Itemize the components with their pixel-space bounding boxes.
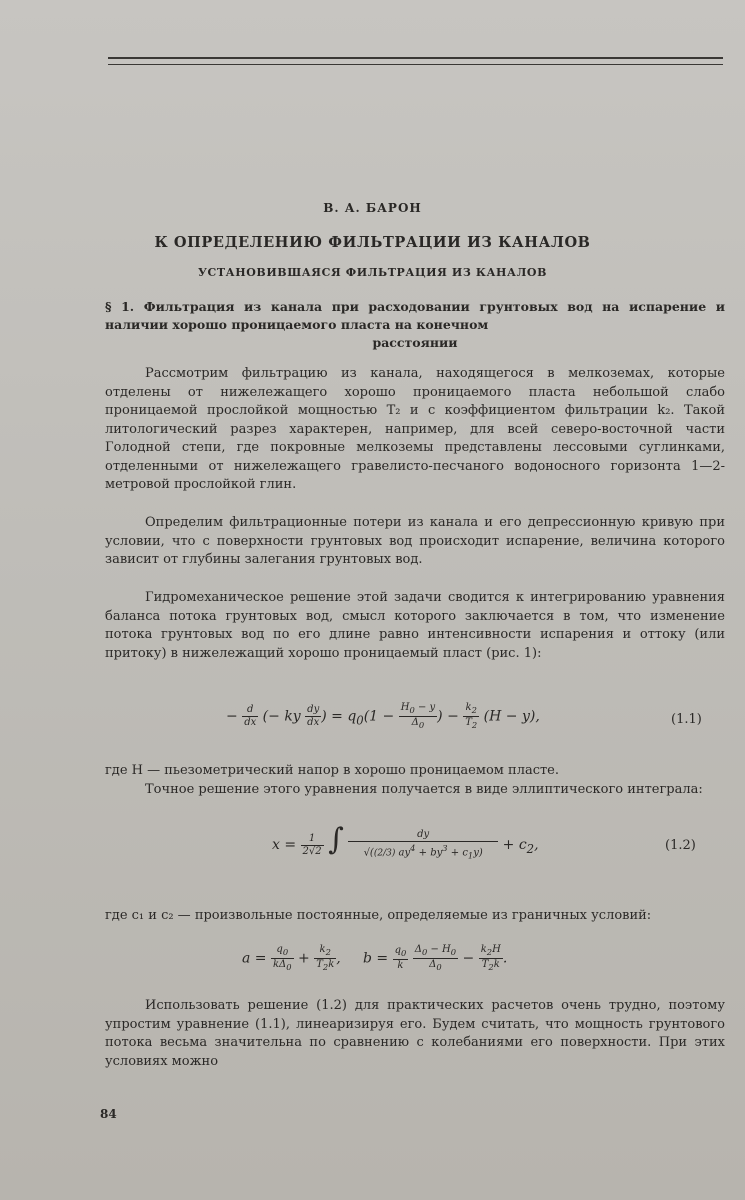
equation-coefficients: a = $\frac{q_0}{k\Delta_0}$ + $\frac{k_2}{T_2k}$ , b = $\frac{q_0}{k}$ $\frac{\Delta_0 - H_0}{\Delta_0}$ − $\frac{k_2H}{T_2k}$ . [242,944,508,972]
section-heading-text: § 1. Фильтрация из канала при расходовании грунтовых вод на испарение и наличии хорошо проницаемого пласта на конечном [105,299,725,332]
equation-1-1-number: (1.1) [671,712,702,727]
article-subtitle: УСТАНОВИВШАЯСЯ ФИЛЬТРАЦИЯ ИЗ КАНАЛОВ [198,266,547,279]
equation-1-2: x = $\frac{1}{2√2}$ ∫ $\frac{dy}{√((2/3) ay^4 + by^3 + c_1y)}$ + $c_2$, [272,822,539,861]
equation-1-1: − $\frac{d}{dx}$ (− ky $\frac{dy}{dx}$ ) = $q_0(1$ − $\frac{H_0 - y}{\Delta_0}$ ) − $\frac{k_2}{T_2}$ (H − y), [226,702,540,730]
paragraph-6: где c₁ и c₂ — произвольные постоянные, определяемые из граничных условий: [105,908,652,923]
paragraph-1: Рассмотрим фильтрацию из канала, находящегося в мелкоземах, которые отделены от нижележащего хорошо проницаемого пласта небольшой слабо проницаемой прослойкой мощностью T₂ и с коэффициентом фильтрации k₂. Такой литологический разрез характерен, например, для всей северо-восточной части Голодной степи, где покровные мелкоземы представлены лессовыми суглинками, отделенными от нижележащего гравелисто-песчаного водоносного горизонта 1—2-метровой прослойкой глин. [105,366,725,492]
paragraph-5: Точное решение этого уравнения получается в виде эллиптического интеграла: [145,782,703,797]
paragraph-2: Определим фильтрационные потери из канала и его депрессионную кривую при условии, что с поверхности грунтовых вод происходит испарение, величина которого зависит от глубины залегания грунтовых вод. [105,515,725,567]
paragraph-3: Гидромеханическое решение этой задачи сводится к интегрированию уравнения баланса потока грунтовых вод, смысл которого заключается в том, что изменение потока грунтовых вод по его длине равно интенсивности испарения и оттоку (или притоку) в нижележащий хорошо проницаемый пласт (рис. 1): [105,590,725,661]
article-title: К ОПРЕДЕЛЕНИЮ ФИЛЬТРАЦИИ ИЗ КАНАЛОВ [154,234,591,251]
header-rule-thick [108,57,723,59]
section-heading-last-line: расстоянии [372,335,458,350]
paragraph-7: Использовать решение (1.2) для практических расчетов очень трудно, поэтому упростим уравнение (1.1), линеаризируя его. Будем считать, что мощность грунтового потока весьма значительна по сравнению с колебаниями его поверхности. При этих условиях можно [105,998,725,1069]
section-heading [105,298,725,352]
equation-1-2-number: (1.2) [665,838,696,853]
page-number: 84 [100,1107,117,1121]
header-rule-thin [108,64,723,65]
paragraph-4: где H — пьезометрический напор в хорошо проницаемом пласте. [105,763,559,778]
author-name: В. А. БАРОН [323,201,422,215]
